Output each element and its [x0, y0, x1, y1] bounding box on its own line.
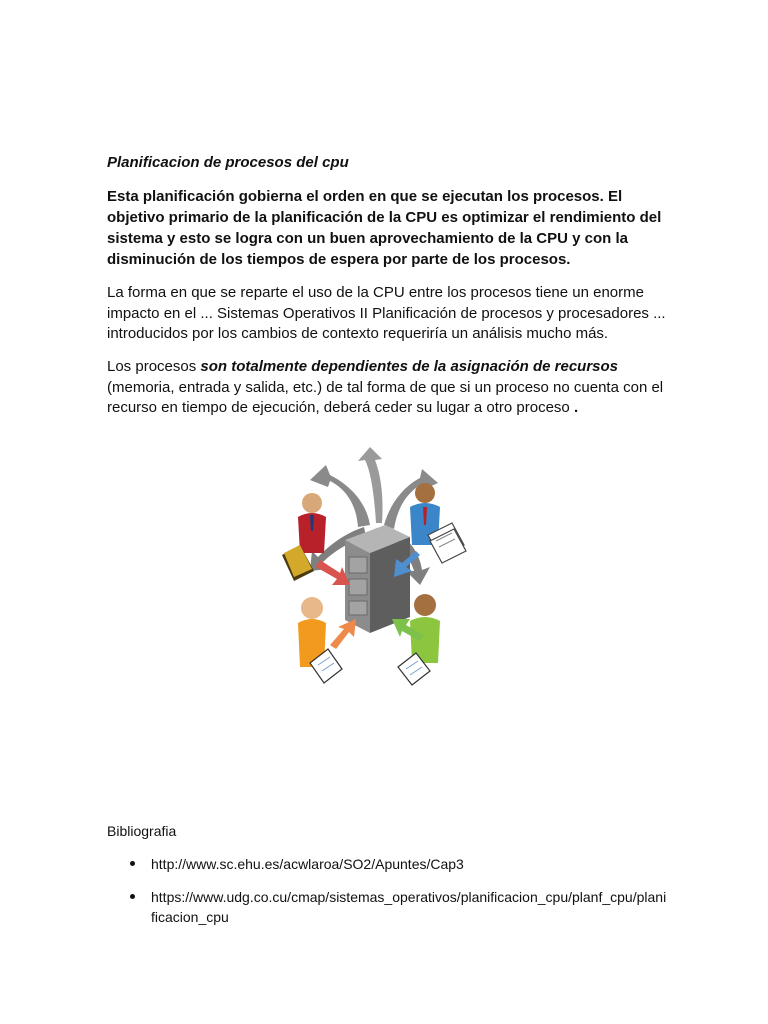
- list-item: [130, 854, 670, 874]
- bibliography-title: Bibliografia: [107, 823, 177, 839]
- server-people-network-icon: [270, 445, 480, 700]
- paragraph3-lead: Los procesos: [107, 358, 201, 375]
- bibliography-list: [130, 854, 670, 940]
- list-item: [130, 887, 670, 927]
- bullet-icon: [130, 861, 135, 866]
- paragraph3-emphasis: son totalmente dependientes de la asignación de recursos: [200, 358, 619, 375]
- paragraph3-rest: (memoria, entrada y salida, etc.) de tal forma de que si un proceso no cuenta con el recurso en tiempo de ejecución, deberá ceder su lugar a otro proceso: [107, 378, 664, 416]
- page-title: Planificacion de procesos del cpu: [107, 154, 349, 171]
- bibliography-link[interactable]: https://www.udg.co.cu/cmap/sistemas_operativos/planificacion_cpu/planf_cpu/planificacion_cpu: [151, 889, 667, 925]
- bullet-icon: [130, 894, 135, 899]
- body-paragraph-2: La forma en que se reparte el uso de la CPU entre los procesos tiene un enorme impacto en el ... Sistemas Operativos II Planificación de procesos y procesadores ... introducidos por los cambios de contexto requeriría un análisis mucho más.: [107, 284, 666, 342]
- bibliography-link[interactable]: http://www.sc.ehu.es/acwlaroa/SO2/Apuntes/Cap3: [151, 856, 464, 872]
- intro-paragraph: Esta planificación gobierna el orden en que se ejecutan los procesos. El objetivo primario de la planificación de la CPU es optimizar el rendimiento del sistema y esto se logra con un buen aprovechamiento de la CPU y con la disminución de los tiempos de espera por parte de los procesos.: [107, 188, 662, 268]
- body-paragraph-3: [107, 357, 667, 419]
- paragraph3-end: .: [573, 399, 579, 416]
